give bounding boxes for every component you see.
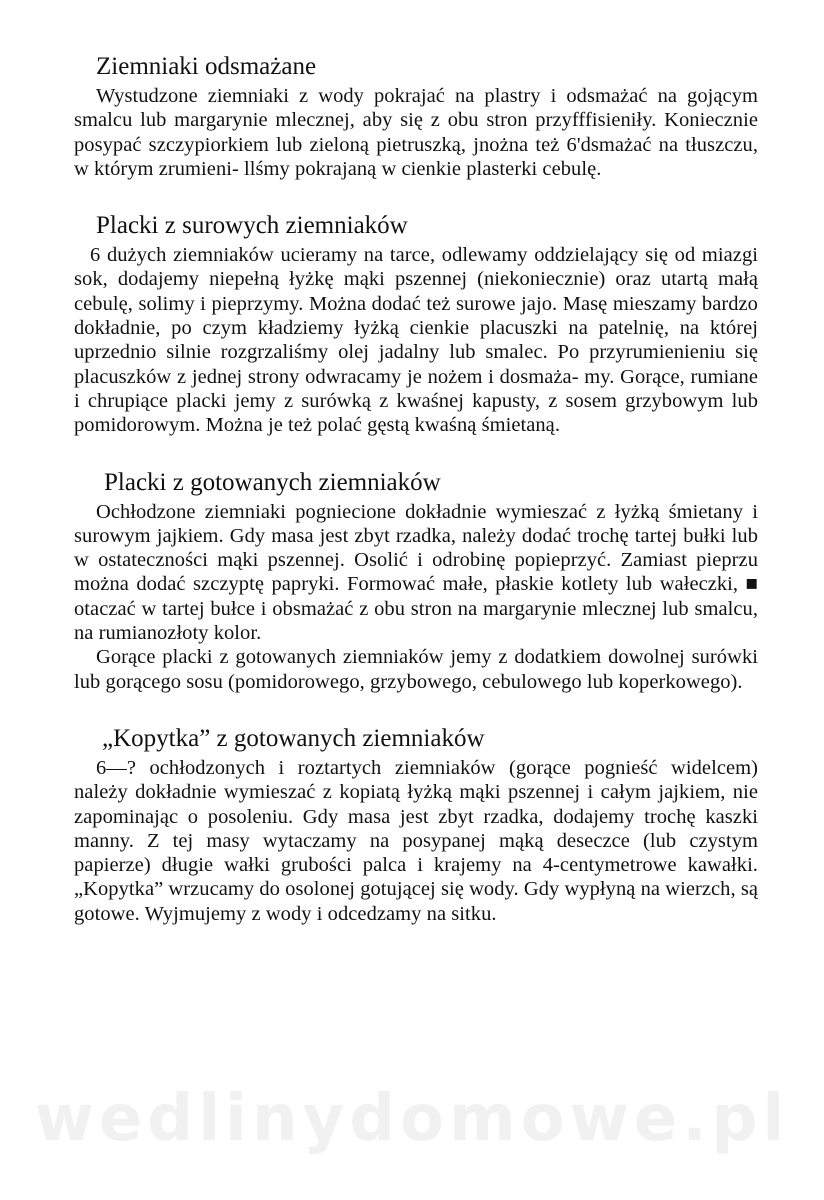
recipe-title: Placki z gotowanych ziemniaków: [104, 468, 441, 496]
document-page: [74, 52, 758, 954]
recipe-paragraph: Ochłodzone ziemniaki pogniecione dokładnie wymieszać z łyżką śmietany i surowym jajkiem. Gdy masa jest zbyt rzadka, należy dodać trochę tartej bułki lub w ostateczności mąki pszennej. Osolić i odrobinę popieprzyć. Zamiast pieprzu można dodać szczyptę papryki. Formować małe, płaskie kotlety lub wałeczki, ■ otaczać w tartej bułce i obsmażać z obu stron na margarynie mlecznej lub smalcu, na rumianozłoty kolor.: [74, 500, 758, 645]
recipe-section: [74, 52, 758, 181]
recipe-section: [74, 468, 758, 694]
recipe-title: Placki z surowych ziemniaków: [96, 212, 408, 240]
recipe-title: Ziemniaki odsmażane: [96, 53, 317, 80]
recipe-section: [74, 211, 758, 437]
recipe-paragraph: Wystudzone ziemniaki z wody pokrajać na plastry i odsmażać na gojącym smalcu lub margarynie mlecznej, aby się z obu stron przyfffisieniły. Koniecznie posypać szczypiorkiem lub zieloną pietruszką, jnożna też 6'dsmażać na tłuszczu, w którym zrumieni- llśmy pokrajaną w cienkie plasterki cebulę.: [74, 85, 758, 180]
recipe-title: „Kopytka” z gotowanych ziemniaków: [102, 724, 485, 752]
recipe-section: [74, 724, 758, 926]
recipe-paragraph: 6 dużych ziemniaków ucieramy na tarce, odlewamy oddzielający się od miazgi sok, dodajemy niepełną łyżkę mąki pszennej (niekoniecznie) oraz utartą małą cebulę, solimy i pieprzymy. Można dodać też surowe jajo. Masę mieszamy bardzo dokładnie, po czym kładziemy łyżką cienkie placuszki na patelnię, na której uprzednio silnie rozgrzaliśmy olej jadalny lub smalec. Po przyrumienieniu się placuszków z jednej strony odwracamy je nożem i dosmaża- my. Gorące, rumiane i chrupiące placki jemy z surówką z kwaśnej kapusty, z sosem grzybowym lub pomidorowym. Można je też polać gęstą kwaśną śmietaną.: [74, 244, 758, 437]
recipe-paragraph: 6—? ochłodzonych i roztartych ziemniaków (gorące pognieść widelcem) należy dokładnie wymieszać z kopiatą łyżką mąki pszennej i całym jajkiem, nie zapominając o posoleniu. Gdy masa jest zbyt rzadka, dodajemy trochę kaszki manny. Z tej masy wytaczamy na posypanej mąką deseczce (lub czystym papierze) długie wałki grubości palca i krajemy na 4-centymetrowe kawałki. „Kopytka” wrzucamy do osolonej gotującej się wody. Gdy wypłyną na wierzch, są gotowe. Wyjmujemy z wody i odcedzamy na sitku.: [74, 756, 758, 925]
watermark: wedlinydomowe.pl: [34, 1082, 790, 1156]
recipe-paragraph: Gorące placki z gotowanych ziemniaków jemy z dodatkiem dowolnej surówki lub gorącego sosu (pomidorowego, grzybowego, cebulowego lub koperkowego).: [74, 646, 758, 693]
